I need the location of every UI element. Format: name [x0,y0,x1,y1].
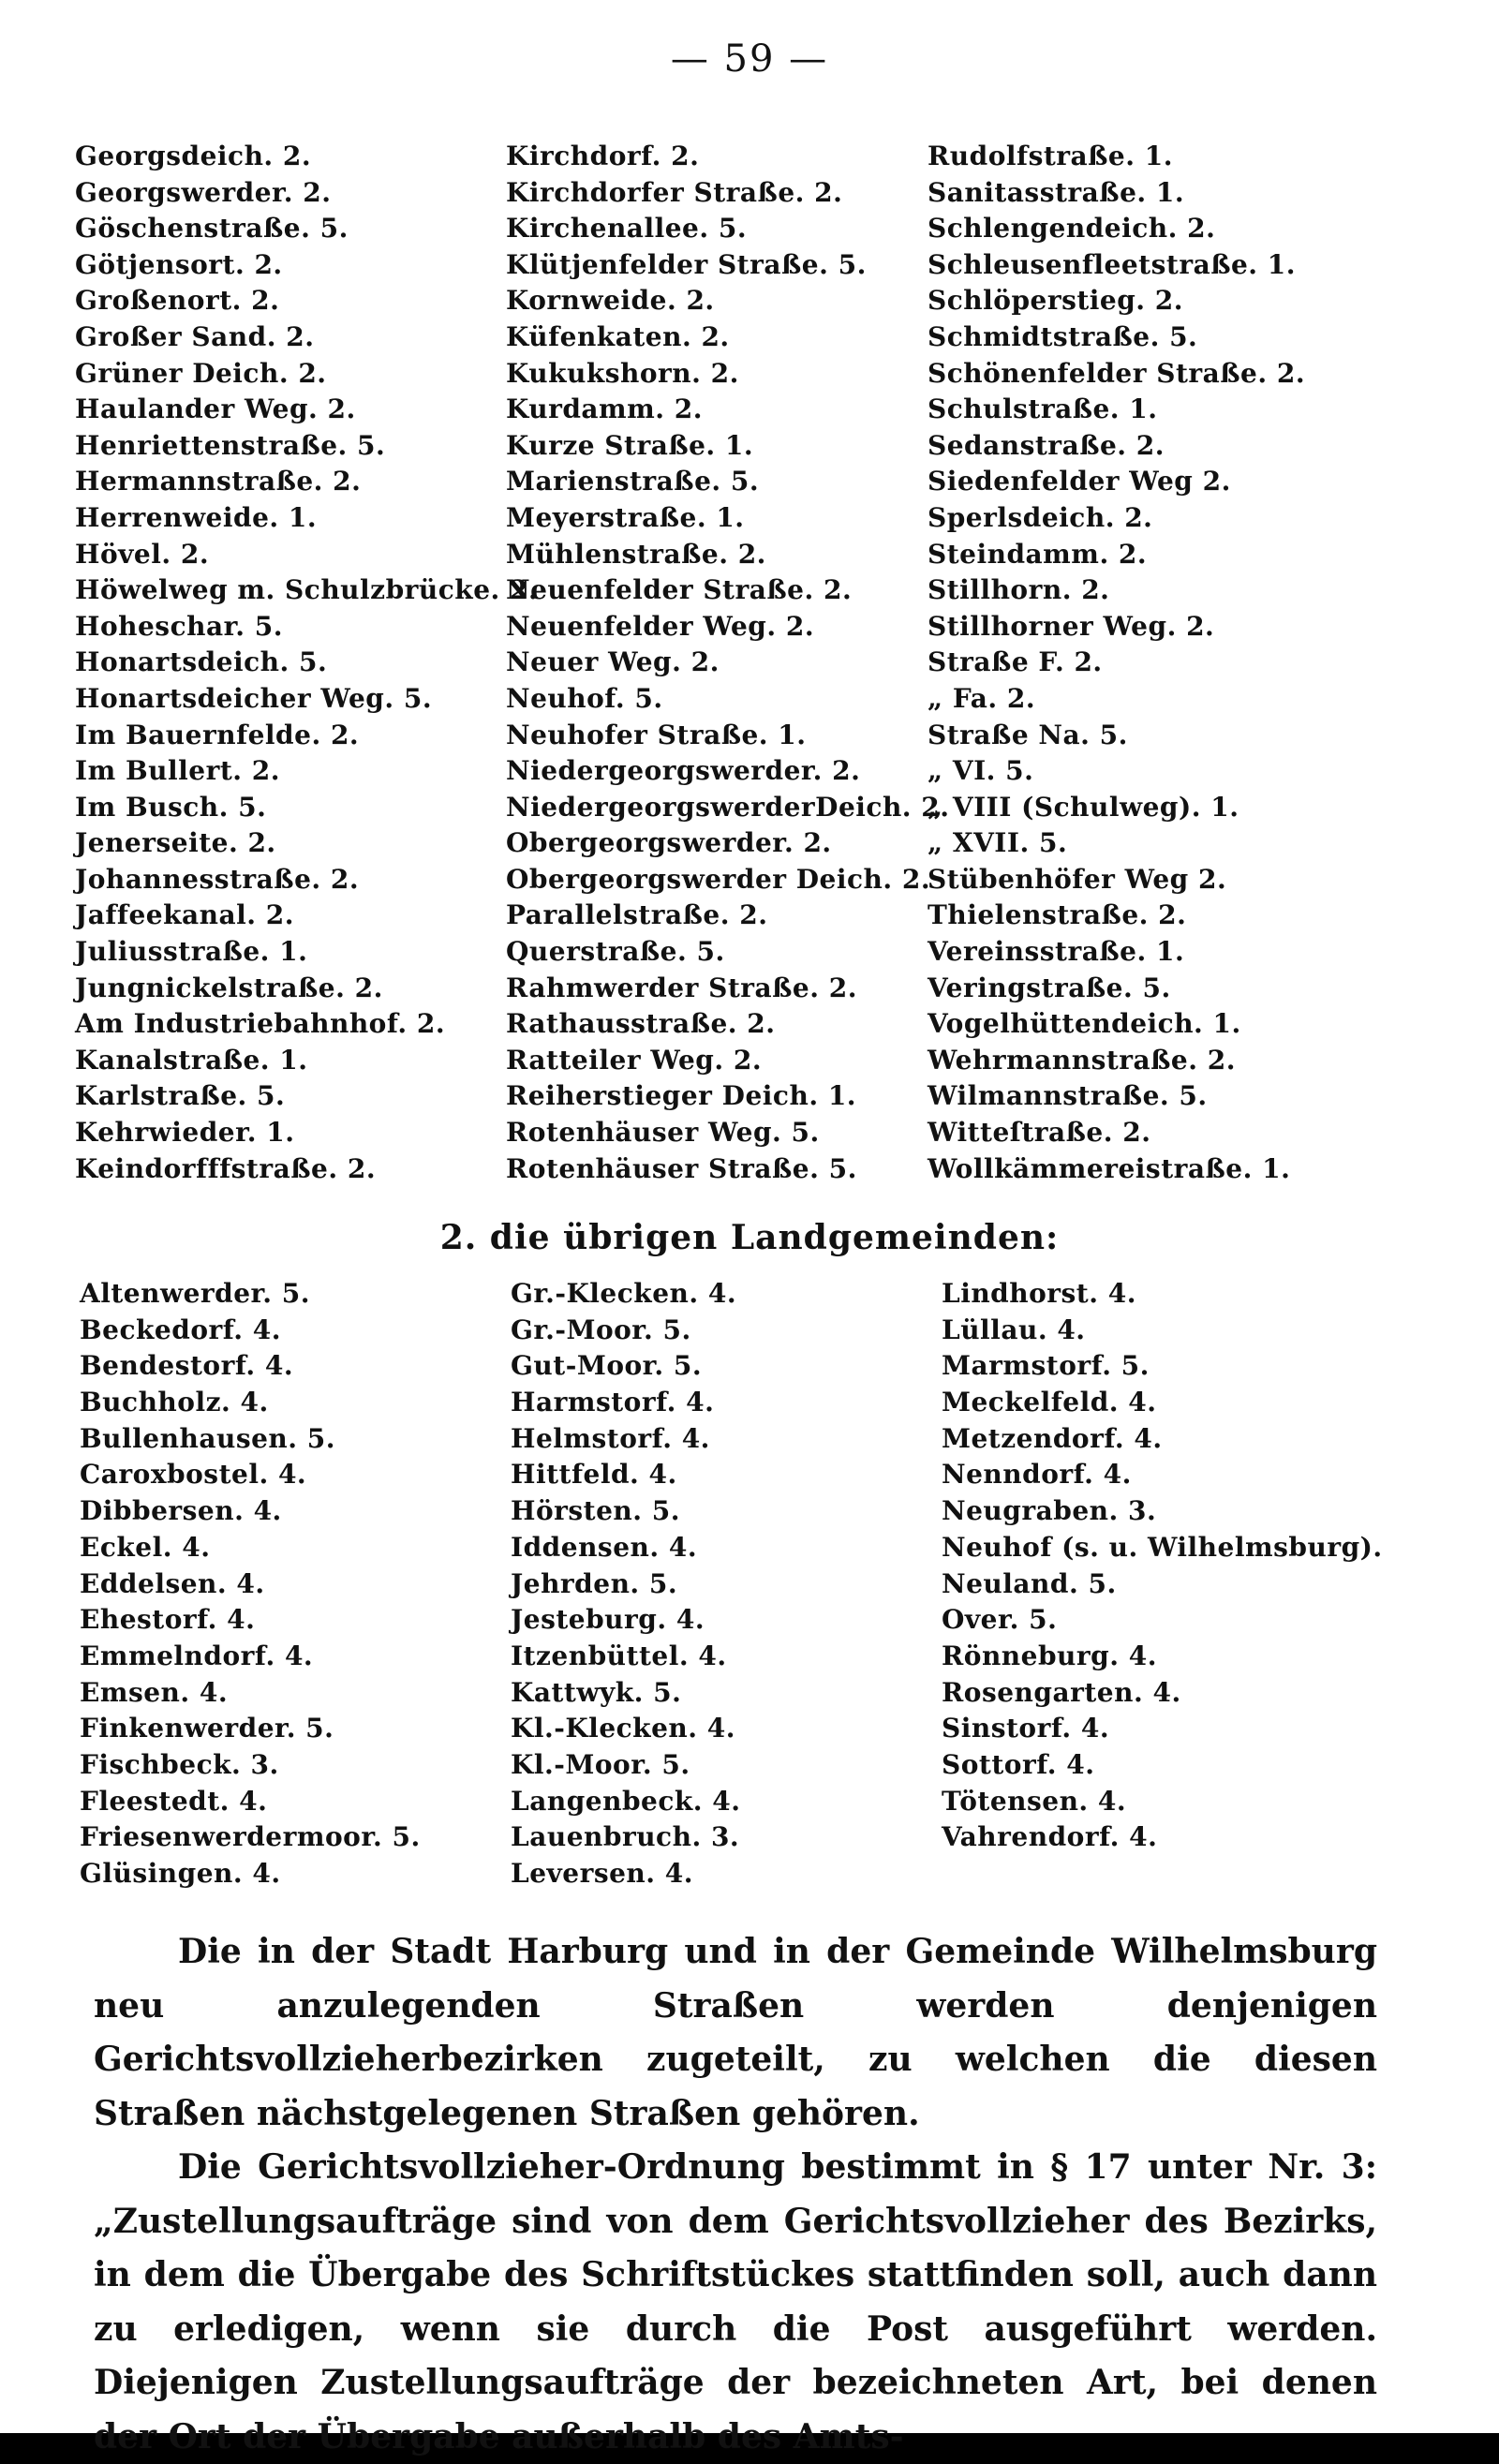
list-item: Herrenweide. 1. [75,501,318,533]
list-item: Neuenfelder Straße. 2. [506,574,853,606]
list-item: Sperlsdeich. 2. [928,501,1153,533]
list-item: Siedenfelder Weg 2. [928,466,1231,497]
list-item: Im Busch. 5. [75,791,267,823]
list-item: „ XVII. 5. [928,827,1068,859]
list-item: Ehestorf. 4. [80,1604,256,1636]
list-item: Neuhof (s. u. Wilhelmsburg). [942,1531,1383,1563]
list-item: Gut-Moor. 5. [511,1350,703,1382]
list-item: Gr.-Moor. 5. [511,1314,691,1345]
list-item: Emsen. 4. [80,1676,229,1708]
list-item: Steindamm. 2. [928,538,1148,570]
list-item: Wollkämmereistraße. 1. [928,1152,1291,1184]
list-item: Schönenfelder Straße. 2. [928,357,1306,389]
list-item: Neuenfelder Weg. 2. [506,610,815,642]
list-item: Küfenkaten. 2. [506,320,730,352]
list-item: Veringstraße. 5. [928,972,1171,1003]
list-item: Rathausstraße. 2. [506,1008,776,1040]
list-item: Henriettenstraße. 5. [75,429,386,461]
list-item: Schleusenfleetstraße. 1. [928,248,1297,280]
list-item: „ VI. 5. [928,755,1034,787]
list-item: Querstraße. 5. [506,936,725,968]
list-item: Reiherstieger Deich. 1. [506,1080,857,1112]
list-item: Wilmannstraße. 5. [928,1080,1208,1112]
list-item: Neuer Weg. 2. [506,646,720,678]
list-item: Schmidtstraße. 5. [928,320,1198,352]
list-item: Langenbeck. 4. [511,1785,741,1817]
list-item: Vogelhüttendeich. 1. [928,1008,1241,1040]
list-item: Meckelfeld. 4. [942,1387,1157,1418]
list-item: Rönneburg. 4. [942,1640,1157,1671]
list-item: Georgsdeich. 2. [75,141,312,171]
list-item: Iddensen. 4. [511,1531,698,1563]
list-item: Rudolfstraße. 1. [928,141,1173,171]
list-item: Niedergeorgswerder. 2. [506,755,861,787]
paragraph: Die in der Stadt Harburg und in der Gemeinde Wilhelmsburg neu anzulegenden Straßen werden denjenigen Gerichtsvollzieherbezirken zugeteilt, zu welchen die diesen Straßen nächstgelegenen Straßen gehören. [94,1932,1377,2133]
list-item: Neuland. 5. [942,1567,1117,1599]
list-item: Rotenhäuser Straße. 5. [506,1152,857,1184]
list-item: Kirchdorfer Straße. 2. [506,176,843,208]
list-item: Altenwerder. 5. [80,1278,310,1309]
list-item: Straße F. 2. [928,646,1103,678]
list-item: Kurze Straße. 1. [506,429,754,461]
list-item: Obergeorgswerder. 2. [506,827,832,859]
list-item: Keindorfffstraße. 2. [75,1152,377,1184]
community-list-column-3 [942,1276,1383,1856]
list-item: Neuhofer Straße. 1. [506,719,807,750]
community-list-column-2 [511,1276,741,1893]
list-item: Nenndorf. 4. [942,1459,1132,1491]
list-item: „ Fa. 2. [928,682,1036,714]
list-item: Eckel. 4. [80,1531,211,1563]
list-item: Neuhof. 5. [506,682,663,714]
list-item: Johannesstraße. 2. [75,863,360,895]
list-item: Grüner Deich. 2. [75,357,327,389]
list-item: Kehrwieder. 1. [75,1117,295,1149]
list-item: Dibbersen. 4. [80,1495,282,1527]
list-item: Marienstraße. 5. [506,466,760,497]
list-item: Over. 5. [942,1604,1058,1636]
list-item: Großenort. 2. [75,285,280,317]
list-item: Jungnickelstraße. 2. [75,972,383,1003]
list-item: Glüsingen. 4. [80,1858,281,1889]
list-item: Honartsdeicher Weg. 5. [75,682,433,714]
list-item: Kl.-Moor. 5. [511,1748,690,1780]
list-item: Im Bullert. 2. [75,755,280,787]
list-item: Fleestedt. 4. [80,1785,268,1817]
list-item: Kurdamm. 2. [506,393,704,425]
list-item: „ VIII (Schulweg). 1. [928,791,1239,823]
list-item: Metzendorf. 4. [942,1422,1163,1454]
list-item: Lindhorst. 4. [942,1278,1136,1309]
list-item: Hittfeld. 4. [511,1459,677,1491]
list-item: Harmstorf. 4. [511,1387,715,1418]
list-item: Kattwyk. 5. [511,1676,682,1708]
list-item: Fischbeck. 3. [80,1748,279,1780]
list-item: Mühlenstraße. 2. [506,538,766,570]
list-item: Vahrendorf. 4. [942,1821,1158,1853]
list-item: Stübenhöfer Weg 2. [928,863,1227,895]
list-item: Georgswerder. 2. [75,176,332,208]
list-item: Kirchenallee. 5. [506,213,748,245]
section-heading: 2. die übrigen Landgemeinden: [439,1218,1060,1257]
list-item: Bullenhausen. 5. [80,1422,335,1454]
list-item: Witteſtraße. 2. [928,1117,1151,1149]
list-item: Emmelndorf. 4. [80,1640,314,1671]
list-item: Rahmwerder Straße. 2. [506,972,857,1003]
list-item: Friesenwerdermoor. 5. [80,1821,421,1853]
list-item: NiedergeorgswerderDeich. 2. [506,791,950,823]
list-item: Ratteiler Weg. 2. [506,1044,763,1076]
list-item: Caroxbostel. 4. [80,1459,307,1491]
list-item: Kl.-Klecken. 4. [511,1713,735,1744]
list-item: Leversen. 4. [511,1858,693,1889]
list-item: Großer Sand. 2. [75,320,315,352]
list-item: Göschenstraße. 5. [75,213,349,245]
list-item: Sottorf. 4. [942,1748,1095,1780]
list-item: Obergeorgswerder Deich. 2. [506,863,931,895]
body-text [94,1925,1377,2464]
list-item: Rosengarten. 4. [942,1676,1181,1708]
list-item: Hoheschar. 5. [75,610,284,642]
list-item: Hermannstraße. 2. [75,466,362,497]
list-item: Sedanstraße. 2. [928,429,1165,461]
list-item: Beckedorf. 4. [80,1314,282,1345]
list-item: Schulstraße. 1. [928,393,1158,425]
list-item: Lauenbruch. 3. [511,1821,740,1853]
list-item: Hövel. 2. [75,538,210,570]
list-item: Marmstorf. 5. [942,1350,1150,1382]
list-item: Finkenwerder. 5. [80,1713,334,1744]
page-number: — 59 — [670,37,829,81]
list-item: Stillhorner Weg. 2. [928,610,1215,642]
paragraph: Die Gerichtsvollzieher-Ordnung bestimmt in § 17 unter Nr. 3: „Zustellungsaufträge sind von dem Gerichtsvollzieher des Bezirks, in dem die Übergabe des Schriftstückes stattfinden soll, auch dann zu erledigen, wenn sie durch die Post ausgeführt werden. Diejenigen Zustellungsaufträge der bezeichneten Art, bei denen der Ort der Übergabe außerhalb des Amts- [94,2147,1377,2457]
list-item: Im Bauernfelde. 2. [75,719,360,750]
street-list-column-3 [928,139,1305,1187]
list-item: Lüllau. 4. [942,1314,1086,1345]
list-item: Jesteburg. 4. [511,1604,705,1636]
list-item: Jaffeekanal. 2. [75,899,295,931]
list-item: Sanitasstraße. 1. [928,176,1185,208]
list-item: Jehrden. 5. [511,1567,678,1599]
street-list-column-1 [75,139,538,1187]
list-item: Buchholz. 4. [80,1387,269,1418]
list-item: Jenerseite. 2. [75,827,276,859]
list-item: Karlstraße. 5. [75,1080,286,1112]
list-item: Kukukshorn. 2. [506,357,739,389]
list-item: Eddelsen. 4. [80,1567,265,1599]
list-item: Sinstorf. 4. [942,1713,1110,1744]
list-item: Kornweide. 2. [506,285,715,317]
community-list-column-1 [80,1276,421,1893]
list-item: Juliusstraße. 1. [75,936,308,968]
list-item: Parallelstraße. 2. [506,899,768,931]
list-item: Neugraben. 3. [942,1495,1157,1527]
list-item: Rotenhäuser Weg. 5. [506,1117,820,1149]
list-item: Bendestorf. 4. [80,1350,294,1382]
list-item: Meyerstraße. 1. [506,501,745,533]
list-item: Höwelweg m. Schulzbrücke. 2. [75,574,539,606]
list-item: Kanalstraße. 1. [75,1044,308,1076]
list-item: Honartsdeich. 5. [75,646,328,678]
list-item: Thielenstraße. 2. [928,899,1187,931]
list-item: Kirchdorf. 2. [506,141,700,171]
list-item: Gr.-Klecken. 4. [511,1278,737,1309]
list-item: Straße Na. 5. [928,719,1128,750]
list-item: Helmstorf. 4. [511,1422,710,1454]
list-item: Schlöperstieg. 2. [928,285,1184,317]
list-item: Tötensen. 4. [942,1785,1127,1817]
list-item: Vereinsstraße. 1. [928,936,1185,968]
list-item: Am Industriebahnhof. 2. [75,1008,446,1040]
list-item: Haulander Weg. 2. [75,393,356,425]
list-item: Hörsten. 5. [511,1495,680,1527]
list-item: Itzenbüttel. 4. [511,1640,727,1671]
list-item: Götjensort. 2. [75,248,283,280]
street-list-column-2 [506,139,950,1187]
list-item: Stillhorn. 2. [928,574,1110,606]
list-item: Wehrmannstraße. 2. [928,1044,1236,1076]
list-item: Schlengendeich. 2. [928,213,1216,245]
list-item: Klütjenfelder Straße. 5. [506,248,867,280]
